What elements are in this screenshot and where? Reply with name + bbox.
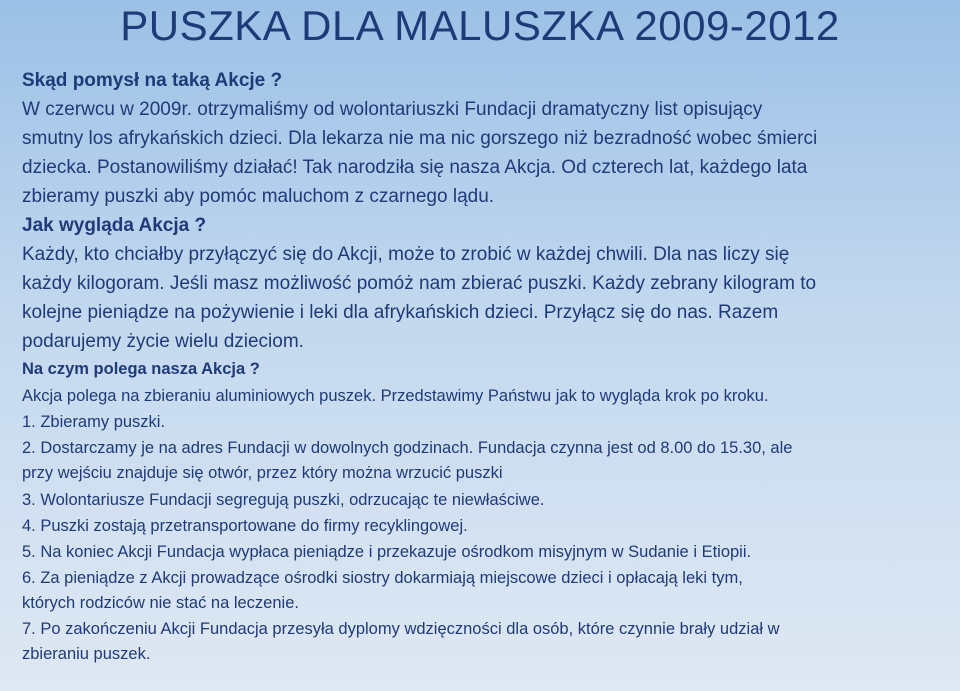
- paragraph-line: dziecka. Postanowiliśmy działać! Tak narodziła się nasza Akcja. Od czterech lat, każdego lata: [22, 157, 808, 178]
- step-item: 7. Po zakończeniu Akcji Fundacja przesyła dyplomy wdzięczności dla osób, które czynnie brały udział w: [22, 620, 780, 638]
- paragraph-line: W czerwcu w 2009r. otrzymaliśmy od wolontariuszki Fundacji dramatyczny list opisujący: [22, 99, 763, 120]
- paragraph-line: kolejne pieniądze na pożywienie i leki dla afrykańskich dzieci. Przyłącz się do nas. Razem: [22, 302, 779, 323]
- step-item-continuation: zbieraniu puszek.: [22, 645, 151, 663]
- paragraph-line: Akcja polega na zbieraniu aluminiowych puszek. Przedstawimy Państwu jak to wygląda krok po kroku.: [22, 387, 769, 405]
- step-item: 1. Zbieramy puszki.: [22, 413, 166, 431]
- step-item-continuation: których rodziców nie stać na leczenie.: [22, 593, 299, 612]
- section-origin: [22, 66, 942, 211]
- section-heading-what-it-is: Na czym polega nasza Akcja ?: [22, 360, 260, 378]
- step-item: 5. Na koniec Akcji Fundacja wypłaca pieniądze i przekazuje ośrodkom misyjnym w Sudanie i Etiopii.: [22, 542, 752, 561]
- step-item: 6. Za pieniądze z Akcji prowadzące ośrodki siostry dokarmiają miejscowe dzieci i opłacają leki tym,: [22, 568, 743, 587]
- paragraph-line: smutny los afrykańskich dzieci. Dla lekarza nie ma nic gorszego niż bezradność wobec śmierci: [22, 128, 818, 149]
- step-item: 2. Dostarczamy je na adres Fundacji w dowolnych godzinach. Fundacja czynna jest od 8.00 do 15.30, ale: [22, 439, 793, 457]
- step-item-continuation: przy wejściu znajduje się otwór, przez który można wrzucić puszki: [22, 464, 503, 482]
- section-heading-how-it-looks: Jak wygląda Akcja ?: [22, 215, 207, 236]
- step-item: 4. Puszki zostają przetransportowane do firmy recyklingowej.: [22, 516, 468, 535]
- paragraph-line: zbieramy puszki aby pomóc maluchom z czarnego lądu.: [22, 186, 495, 207]
- paragraph-line: każdy kilogoram. Jeśli masz możliwość pomóż nam zbierać puszki. Każdy zebrany kilogram to: [22, 273, 817, 294]
- step-item: 3. Wolontariusze Fundacji segregują puszki, odrzucając te niewłaściwe.: [22, 490, 545, 509]
- section-heading-origin: Skąd pomysł na taką Akcje ?: [22, 70, 283, 91]
- section-what-it-is: [22, 356, 942, 668]
- paragraph-line: podarujemy życie wielu dzieciom.: [22, 331, 304, 352]
- slide-title: PUSZKA DLA MALUSZKA 2009-2012: [120, 2, 840, 49]
- section-how-it-looks: [22, 211, 942, 356]
- paragraph-line: Każdy, kto chciałby przyłączyć się do Akcji, może to zrobić w każdej chwili. Dla nas liczy się: [22, 244, 790, 265]
- slide-body: [22, 66, 942, 668]
